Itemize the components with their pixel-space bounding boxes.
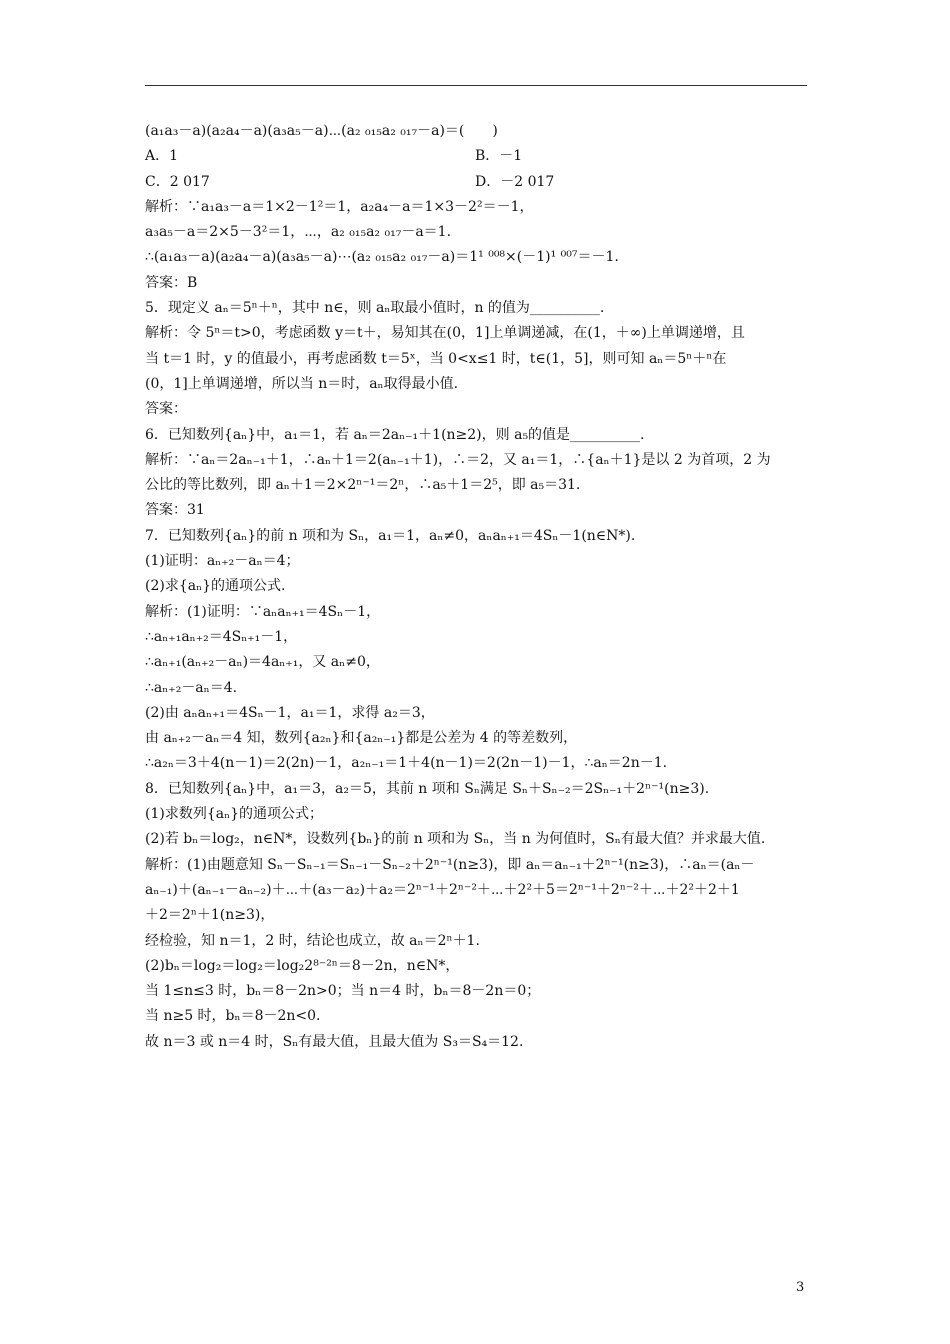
answer-line: 答案：31 <box>145 502 205 519</box>
header-rule <box>145 85 807 86</box>
question-5: 5．现定义 aₙ＝5ⁿ＋ⁿ，其中 n∈，则 aₙ取最小值时，n 的值为__________. <box>145 300 605 317</box>
answer-line: 答案： <box>145 401 187 418</box>
text-line: (1)求数列{aₙ}的通项公式； <box>145 806 324 823</box>
text-line: (2)由 aₙaₙ₊₁＝4Sₙ－1，a₁＝1，求得 a₂＝3， <box>145 704 435 721</box>
text-line: ∴aₙ₊₁(aₙ₊₂－aₙ)＝4aₙ₊₁，又 aₙ≠0， <box>145 654 380 671</box>
text-line: (1)证明：aₙ₊₂－aₙ＝4； <box>145 553 300 570</box>
text-line: 故 n＝3 或 n＝4 时，Sₙ有最大值，且最大值为 S₃＝S₄＝12. <box>145 1033 524 1050</box>
text-line: 当 t＝1 时，y 的值最小，再考虑函数 t＝5ˣ，当 0<x≤1 时，t∈(1，5]，则可知 aₙ＝5ⁿ＋ⁿ在 <box>145 350 727 367</box>
text-line: 由 aₙ₊₂－aₙ＝4 知，数列{a₂ₙ}和{a₂ₙ₋₁}都是公差为 4 的等差数列， <box>145 730 578 747</box>
text-line: 解析：(1)由题意知 Sₙ－Sₙ₋₁＝Sₙ₋₁－Sₙ₋₂＋2ⁿ⁻¹(n≥3)，即 aₙ＝aₙ₋₁＋2ⁿ⁻¹(n≥3)，∴aₙ＝(aₙ－ <box>145 856 755 873</box>
text-line: 解析：∵a₁a₃－a＝1×2－1²＝1，a₂a₄－a＝1×3－2²＝－1， <box>145 198 534 215</box>
question-7: 7．已知数列{aₙ}的前 n 项和为 Sₙ，a₁＝1，aₙ≠0，aₙaₙ₊₁＝4Sₙ－1(n∈N*). <box>145 527 636 544</box>
answer-line: 答案：B <box>145 274 198 291</box>
text-line: ∴a₂ₙ＝3＋4(n－1)＝2(2n)－1，a₂ₙ₋₁＝1＋4(n－1)＝2(2n－1)－1，∴aₙ＝2n－1. <box>145 755 668 772</box>
text-line: (2)求{aₙ}的通项公式. <box>145 578 286 595</box>
question-8: 8．已知数列{aₙ}中，a₁＝3，a₂＝5，其前 n 项和 Sₙ满足 Sₙ＋Sₙ₋₂＝2Sₙ₋₁＋2ⁿ⁻¹(n≥3). <box>145 780 710 797</box>
text-line: (0，1]上单调递增，所以当 n＝时，aₙ取得最小值. <box>145 375 459 392</box>
text-line: a₃a₅－a＝2×5－3²＝1，⋯，a₂ ₀₁₅a₂ ₀₁₇－a＝1. <box>145 224 452 241</box>
text-line: ∴aₙ₊₂－aₙ＝4. <box>145 679 238 696</box>
text-line: (a₁a₃－a)(a₂a₄－a)(a₃a₅－a)⋯(a₂ ₀₁₅a₂ ₀₁₇－a)＝( ) <box>145 123 498 139</box>
text-line: 解析：∵aₙ＝2aₙ₋₁＋1，∴aₙ＋1＝2(aₙ₋₁＋1)，∴＝2，又 a₁＝1，∴{aₙ＋1}是以 2 为首项，2 为 <box>145 451 771 468</box>
text-line: 经检验，知 n＝1，2 时，结论也成立，故 aₙ＝2ⁿ＋1. <box>145 932 480 949</box>
option-c: C．2 017 <box>145 173 210 190</box>
text-line: (2)若 bₙ＝log₂，n∈N*，设数列{bₙ}的前 n 项和为 Sₙ，当 n 为何值时，Sₙ有最大值？并求最大值. <box>145 831 766 848</box>
document-body <box>145 119 807 1055</box>
options-row-cd <box>145 170 807 195</box>
options-row-ab <box>145 144 807 169</box>
text-line: ＋2＝2ⁿ＋1(n≥3)， <box>145 907 275 924</box>
text-line: 当 1≤n≤3 时，bₙ＝8－2n>0；当 n＝4 时，bₙ＝8－2n＝0； <box>145 983 541 1000</box>
text-line: ∴aₙ₊₁aₙ₊₂＝4Sₙ₊₁－1， <box>145 628 298 645</box>
page-number: 3 <box>796 1280 805 1295</box>
question-6: 6．已知数列{aₙ}中，a₁＝1，若 aₙ＝2aₙ₋₁＋1(n≥2)，则 a₅的值是__________. <box>145 426 645 443</box>
text-line: aₙ₋₁)＋(aₙ₋₁－aₙ₋₂)＋⋯＋(a₃－a₂)＋a₂＝2ⁿ⁻¹＋2ⁿ⁻²＋⋯＋2²＋5＝2ⁿ⁻¹＋2ⁿ⁻²＋⋯＋2²＋2＋1 <box>145 881 740 898</box>
option-a: A．1 <box>145 148 179 165</box>
text-line: 解析：令 5ⁿ＝t>0，考虑函数 y＝t＋，易知其在(0，1]上单调递减，在(1，＋∞)上单调递增，且 <box>145 325 745 342</box>
text-line: 解析：(1)证明：∵aₙaₙ₊₁＝4Sₙ－1， <box>145 603 381 620</box>
text-line: 公比的等比数列，即 aₙ＋1＝2×2ⁿ⁻¹＝2ⁿ，∴a₅＋1＝2⁵，即 a₅＝31. <box>145 477 581 494</box>
option-d: D．－2 017 <box>475 173 555 190</box>
text-line: (2)bₙ＝log₂＝log₂＝log₂2⁸⁻²ⁿ＝8－2n，n∈N*， <box>145 957 460 974</box>
text-line: ∴(a₁a₃－a)(a₂a₄－a)(a₃a₅－a)⋯(a₂ ₀₁₅a₂ ₀₁₇－a)＝1¹ ⁰⁰⁸×(－1)¹ ⁰⁰⁷＝－1. <box>145 249 619 266</box>
option-b: B．－1 <box>475 148 523 165</box>
text-line: 当 n≥5 时，bₙ＝8－2n<0. <box>145 1008 321 1025</box>
